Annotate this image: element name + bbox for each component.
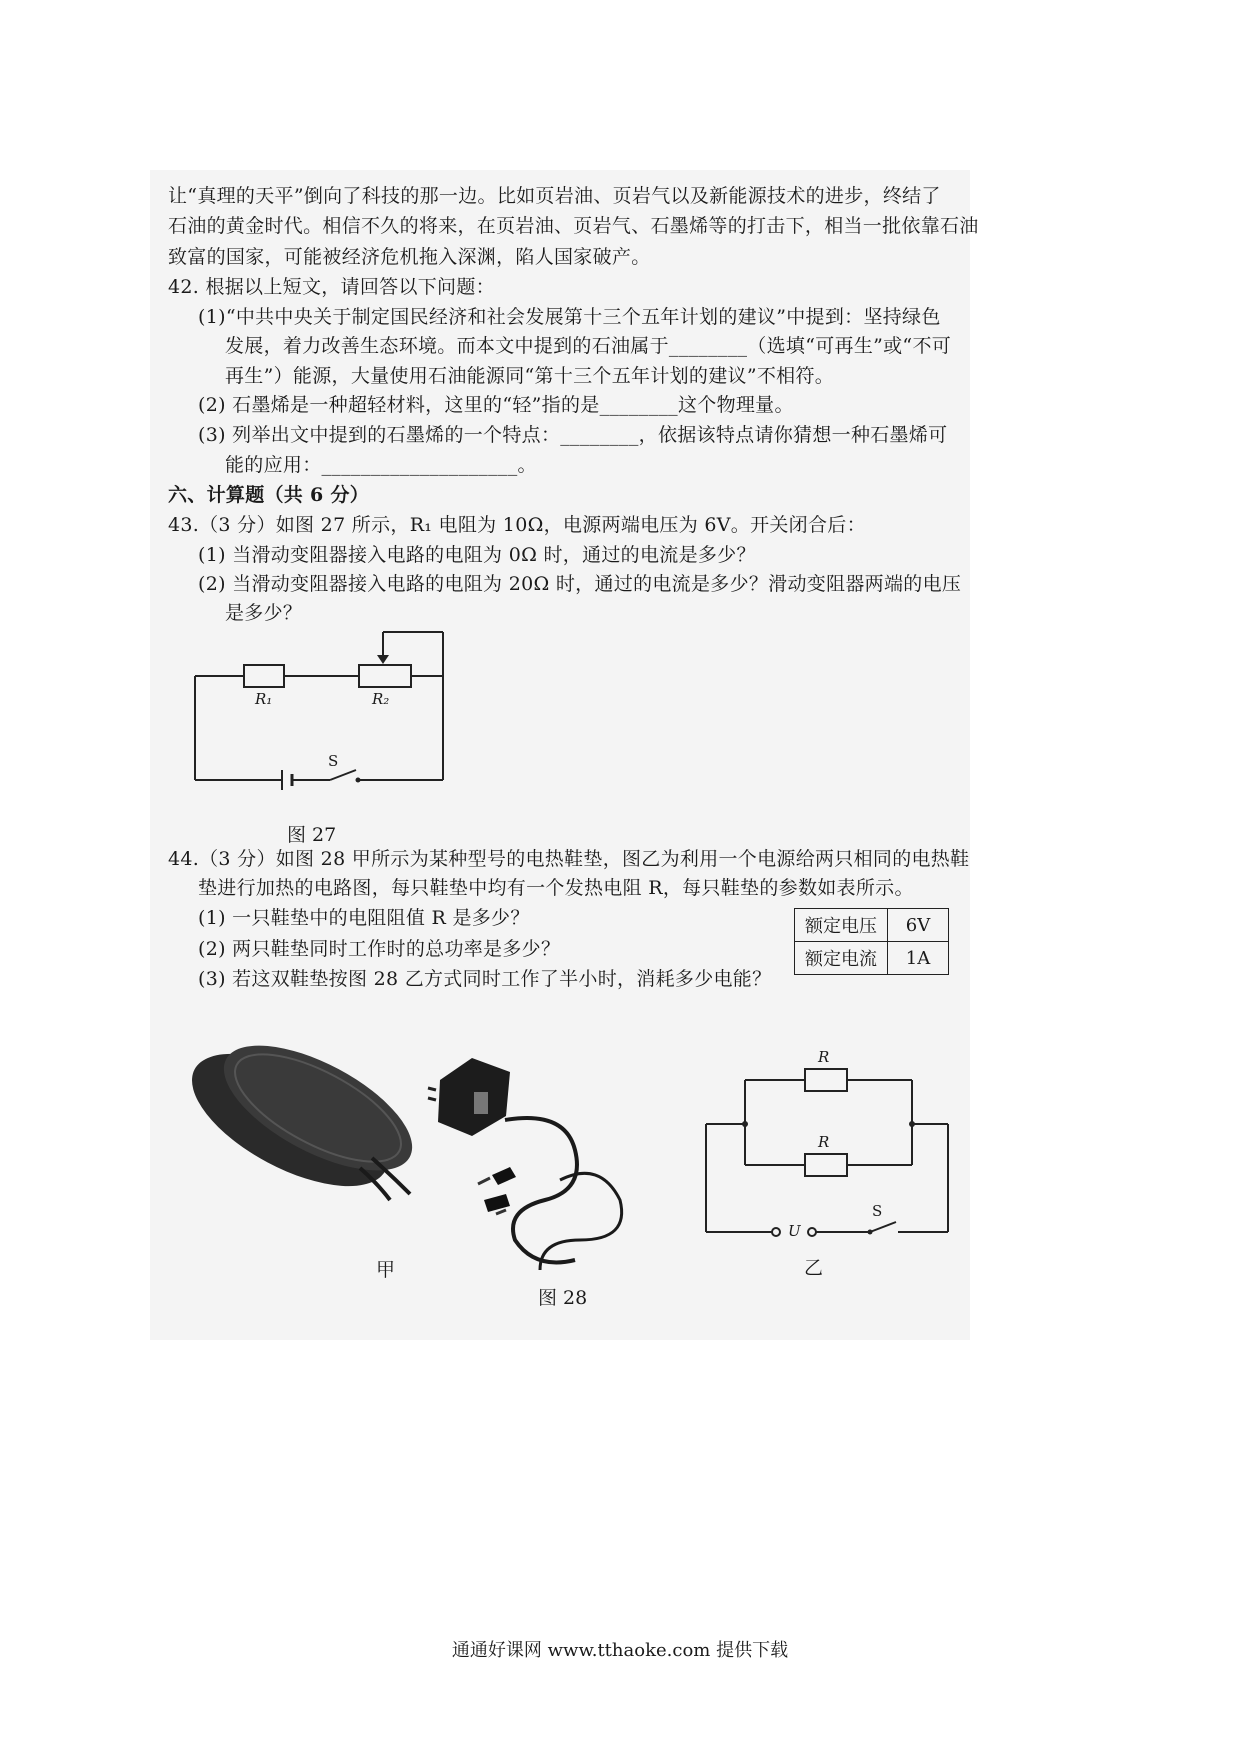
fig27-label-r2: R₂ [372,690,390,708]
spec-row-voltage [795,909,949,942]
spec-row-current [795,942,949,975]
q43-stem: 43.（3 分）如图 27 所示，R₁ 电阻为 10Ω，电源两端电压为 6V。开关闭合后： [168,514,866,536]
q43-part2-line1: (2) 当滑动变阻器接入电路的电阻为 20Ω 时，通过的电流是多少？滑动变阻器两端的电压 [198,573,962,595]
q44-part1: (1) 一只鞋垫中的电阻阻值 R 是多少？ [198,907,530,929]
spec-label-current: 额定电流 [795,942,888,975]
footer-source: 通通好课网 www.tthaoke.com 提供下载 [451,1640,789,1661]
q42-part1-line3: 再生”）能源，大量使用石油能源同“第十三个五年计划的建议”不相符。 [225,365,835,387]
fig27-label-s: S [328,752,339,770]
passage-line-1: 让“真理的天平”倒向了科技的那一边。比如页岩油、页岩气以及新能源技术的进步，终结了 [168,185,941,207]
spec-value-current: 1A [888,942,949,975]
q42-part3-line2: 能的应用：____________________。 [225,454,537,476]
figure-28-caption-yi: 乙 [804,1257,824,1279]
q42-part3-line1: (3) 列举出文中提到的石墨烯的一个特点：________，依据该特点请你猜想一种石墨烯可 [198,424,948,446]
figure-28-caption-jia: 甲 [376,1259,396,1281]
spec-label-voltage: 额定电压 [795,909,888,942]
q42-part2: (2) 石墨烯是一种超轻材料，这里的“轻”指的是________这个物理量。 [198,394,794,416]
figure-28-caption: 图 28 [538,1287,588,1309]
q44-part3: (3) 若这双鞋垫按图 28 乙方式同时工作了半小时，消耗多少电能？ [198,968,772,990]
q44-stem-line2: 垫进行加热的电路图，每只鞋垫中均有一个发热电阻 R，每只鞋垫的参数如表所示。 [198,877,914,899]
fig28-label-r-bottom: R [818,1133,830,1151]
q42-part1-line1: (1)“中共中央关于制定国民经济和社会发展第十三个五年计划的建议”中提到：坚持绿色 [198,306,941,328]
fig27-label-r1: R₁ [255,690,273,708]
figure-27-caption: 图 27 [287,824,337,846]
fig28-label-u: U [788,1222,801,1240]
spec-table [794,908,949,975]
section-6-title: 六、计算题（共 6 分） [168,484,370,506]
q44-part2: (2) 两只鞋垫同时工作时的总功率是多少？ [198,938,561,960]
spec-value-voltage: 6V [888,909,949,942]
q43-part1: (1) 当滑动变阻器接入电路的电阻为 0Ω 时，通过的电流是多少？ [198,544,756,566]
q42-stem: 42. 根据以上短文，请回答以下问题： [168,276,495,298]
fig28-label-s: S [872,1202,883,1220]
passage-line-2: 石油的黄金时代。相信不久的将来，在页岩油、页岩气、石墨烯等的打击下，相当一批依靠石油 [168,215,979,237]
fig28-label-r-top: R [818,1048,830,1066]
q42-part1-line2: 发展，着力改善生态环境。而本文中提到的石油属于________（选填“可再生”或“不可 [225,335,952,357]
passage-line-3: 致富的国家，可能被经济危机拖入深渊，陷人国家破产。 [168,246,651,268]
q44-stem-line1: 44.（3 分）如图 28 甲所示为某种型号的电热鞋垫，图乙为利用一个电源给两只相同的电热鞋 [168,848,970,870]
q43-part2-line2: 是多少？ [225,602,303,624]
